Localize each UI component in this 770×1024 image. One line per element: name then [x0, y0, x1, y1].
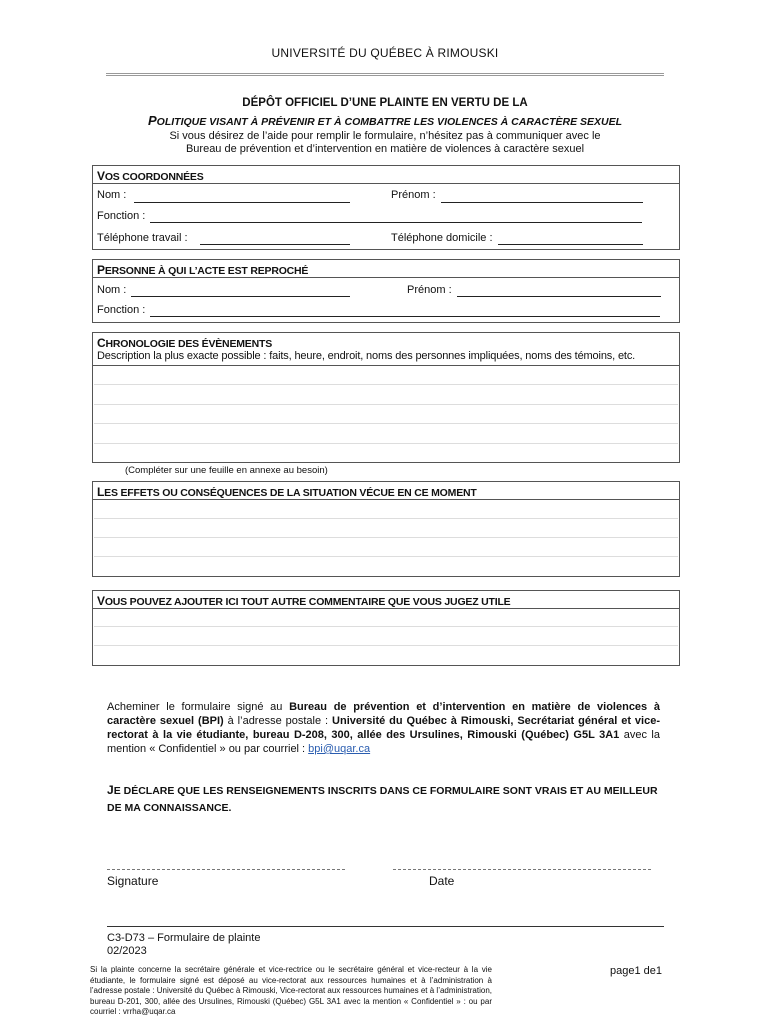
section-chronology-title: CHRONOLOGIE DES ÉVÈNEMENTS: [97, 336, 272, 350]
header-divider: [106, 73, 664, 76]
annex-note: (Compléter sur une feuille en annexe au besoin): [125, 465, 328, 476]
section-contact-title: VOS COORDONNÉES: [97, 169, 204, 183]
form-title-line1: DÉPÔT OFFICIEL D’UNE PLAINTE EN VERTU DE LA: [242, 97, 528, 109]
chronology-write-line[interactable]: [94, 404, 678, 405]
section-accused-title: PERSONNE À QUI L’ACTE EST REPROCHÉ: [97, 263, 309, 277]
university-name: UNIVERSITÉ DU QUÉBEC À RIMOUSKI: [271, 46, 499, 60]
effects-write-line[interactable]: [94, 556, 678, 557]
effects-divider: [92, 499, 680, 500]
declaration: JE DÉCLARE QUE LES RENSEIGNEMENTS INSCRITS DANS CE FORMULAIRE SONT VRAIS ET AU MEILLEUR DE MA CONNAISSANCE.: [107, 783, 658, 814]
contact-prenom-input[interactable]: [441, 202, 643, 203]
effects-write-line[interactable]: [94, 518, 678, 519]
contact-nom-input[interactable]: [134, 202, 350, 203]
form-date: 02/2023: [107, 945, 147, 957]
section-contact-divider: [92, 183, 680, 184]
chronology-description: Description la plus exacte possible : faits, heure, endroit, noms des personnes impliquées, noms des témoins, etc.: [97, 350, 636, 362]
title-rest: OLITIQUE VISANT À PRÉVENIR ET À COMBATTRE LES VIOLENCES À CARACTÈRE SEXUEL: [156, 116, 622, 128]
signature-line[interactable]: [107, 869, 345, 870]
chronology-write-line[interactable]: [94, 384, 678, 385]
contact-tel-work-input[interactable]: [200, 244, 350, 245]
date-line[interactable]: [393, 869, 651, 870]
contact-fonction-label: Fonction :: [97, 210, 146, 222]
contact-tel-home-label: Téléphone domicile :: [391, 232, 493, 244]
page-number: page1 de1: [610, 965, 662, 977]
accused-nom-label: Nom :: [97, 284, 127, 296]
comments-write-line[interactable]: [94, 626, 678, 627]
footer-note: Si la plainte concerne la secrétaire générale et vice-rectrice ou le secrétaire général et vice-recteur à la vie étudiante, le formulaire signé est déposé au vice-rectorat aux ressources humaines et à l’administration à l’adresse postale : Université du Québec à Rimouski, Vice-rectorat aux ressources humaines et à l’administration, bureau D-201, 300, allée des Ursulines, Rimouski (Québec) G5L 3A1 avec la mention « Confidentiel » : ou par courriel : vrrha@uqar.ca: [90, 965, 492, 1016]
submission-instructions: Acheminer le formulaire signé au Bureau de prévention et d’intervention en matière de violences à caractère sexuel (BPI) à l’adresse postale : Université du Québec à Rimouski, Secrétariat général et vice-rectorat à la vie étudiante, bureau D-208, 300, allée des Ursulines, Rimouski (Québec) G5L 3A1 avec la mention « Confidentiel » ou par courriel : bpi@uqar.ca: [107, 701, 660, 755]
effects-write-line[interactable]: [94, 537, 678, 538]
help-text-line1: Si vous désirez de l’aide pour remplir le formulaire, n’hésitez pas à communiquer avec le: [169, 130, 601, 142]
section-comments-title: VOUS POUVEZ AJOUTER ICI TOUT AUTRE COMMENTAIRE QUE VOUS JUGEZ UTILE: [97, 594, 511, 608]
signature-label: Signature: [107, 874, 159, 888]
bpi-email-link[interactable]: bpi@uqar.ca: [308, 743, 371, 755]
accused-prenom-input[interactable]: [457, 296, 661, 297]
form-title-line2: [0, 113, 770, 128]
title-cap: P: [147, 113, 157, 128]
chronology-write-line[interactable]: [94, 423, 678, 424]
footer-divider: [107, 926, 664, 927]
contact-nom-label: Nom :: [97, 189, 127, 201]
contact-tel-work-label: Téléphone travail :: [97, 232, 188, 244]
chronology-divider: [92, 365, 680, 366]
accused-prenom-label: Prénom :: [407, 284, 452, 296]
contact-tel-home-input[interactable]: [498, 244, 643, 245]
accused-fonction-input[interactable]: [150, 316, 660, 317]
comments-divider: [92, 608, 680, 609]
form-code: C3-D73 – Formulaire de plainte: [107, 932, 261, 944]
section-effects-title: LES EFFETS OU CONSÉQUENCES DE LA SITUATION VÉCUE EN CE MOMENT: [97, 485, 477, 499]
accused-nom-input[interactable]: [131, 296, 350, 297]
section-accused-divider: [92, 277, 680, 278]
comments-write-line[interactable]: [94, 645, 678, 646]
help-text-line2: Bureau de prévention et d’intervention en matière de violences à caractère sexuel: [185, 143, 585, 155]
contact-prenom-label: Prénom :: [391, 189, 436, 201]
chronology-write-line[interactable]: [94, 443, 678, 444]
accused-fonction-label: Fonction :: [97, 304, 146, 316]
contact-fonction-input[interactable]: [150, 222, 642, 223]
date-label: Date: [429, 874, 455, 888]
